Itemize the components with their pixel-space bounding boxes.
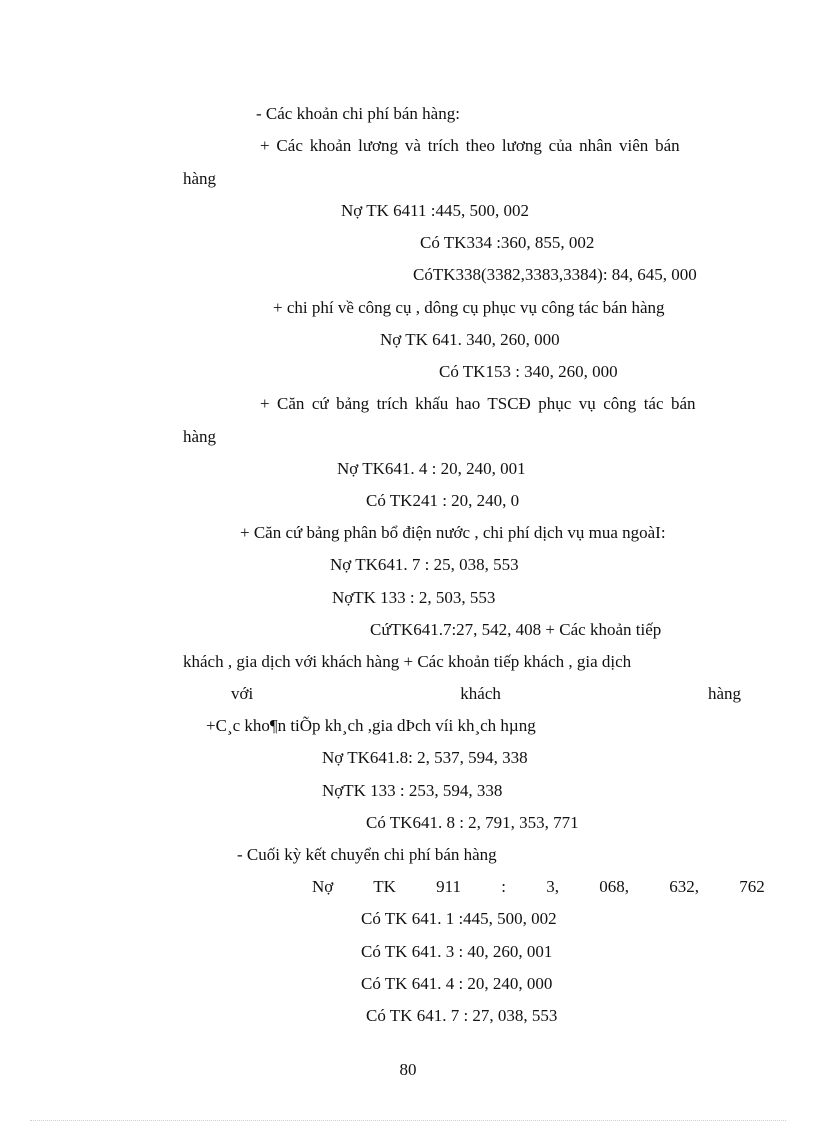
text-line: + Các khoản lương và trích theo lương của nhân viên bán [260,136,680,155]
entry-credit: Có TK334 :360, 855, 002 [420,233,595,252]
entry-credit: CóTK338(3382,3383,3384): 84, 645, 000 [413,265,697,284]
entry-credit: Có TK 641. 3 : 40, 260, 001 [361,942,553,961]
entry-debit: Nợ TK641. 7 : 25, 038, 553 [330,555,519,574]
spread-line [231,684,741,704]
spread-word: hàng [707,684,741,703]
entry-credit: Có TK153 : 340, 260, 000 [439,362,618,381]
entry-debit: Nợ TK641.8: 2, 537, 594, 338 [322,748,528,767]
text-line: hàng [183,169,217,188]
entry-credit: Có TK241 : 20, 240, 0 [366,491,520,510]
entry-debit: Nợ TK 911 : 3, 068, 632, 762 [312,877,765,896]
heading-closing-entry: - Cuối kỳ kết chuyển chi phí bán hàng [237,845,497,864]
text-line: + Căn cứ bảng trích khấu hao TSCĐ phục vụ công tác bán [260,394,696,413]
entry-credit: Có TK 641. 4 : 20, 240, 000 [361,974,553,993]
garbled-line: +C¸c kho¶n tiÕp kh¸ch ,gia dÞch víi kh¸ch hµng [206,716,536,735]
text-line: hàng [183,427,217,446]
page-number: 80 [399,1060,417,1079]
entry-debit: NợTK 133 : 253, 594, 338 [322,781,503,800]
text-line: khách , gia dịch với khách hàng + Các khoản tiếp khách , gia dịch [183,652,632,671]
entry-debit: Nợ TK 6411 :445, 500, 002 [341,201,529,220]
entry-credit: CứTK641.7:27, 542, 408 + Các khoản tiếp [370,620,662,639]
entry-credit: Có TK 641. 1 :445, 500, 002 [361,909,557,928]
entry-credit: Có TK 641. 7 : 27, 038, 553 [366,1006,558,1025]
spread-word: với [231,684,254,703]
text-line: + chi phí về công cụ , dông cụ phục vụ công tác bán hàng [273,298,665,317]
entry-debit: Nợ TK641. 4 : 20, 240, 001 [337,459,526,478]
spread-word: khách [460,684,501,703]
text-line: + Căn cứ bảng phân bổ điện nước , chi phí dịch vụ mua ngoàI: [240,523,666,542]
heading-selling-expenses: - Các khoản chi phí bán hàng: [256,104,460,123]
entry-debit: NợTK 133 : 2, 503, 553 [332,588,496,607]
page-bottom-divider [30,1120,786,1121]
entry-debit: Nợ TK 641. 340, 260, 000 [380,330,560,349]
entry-credit: Có TK641. 8 : 2, 791, 353, 771 [366,813,579,832]
